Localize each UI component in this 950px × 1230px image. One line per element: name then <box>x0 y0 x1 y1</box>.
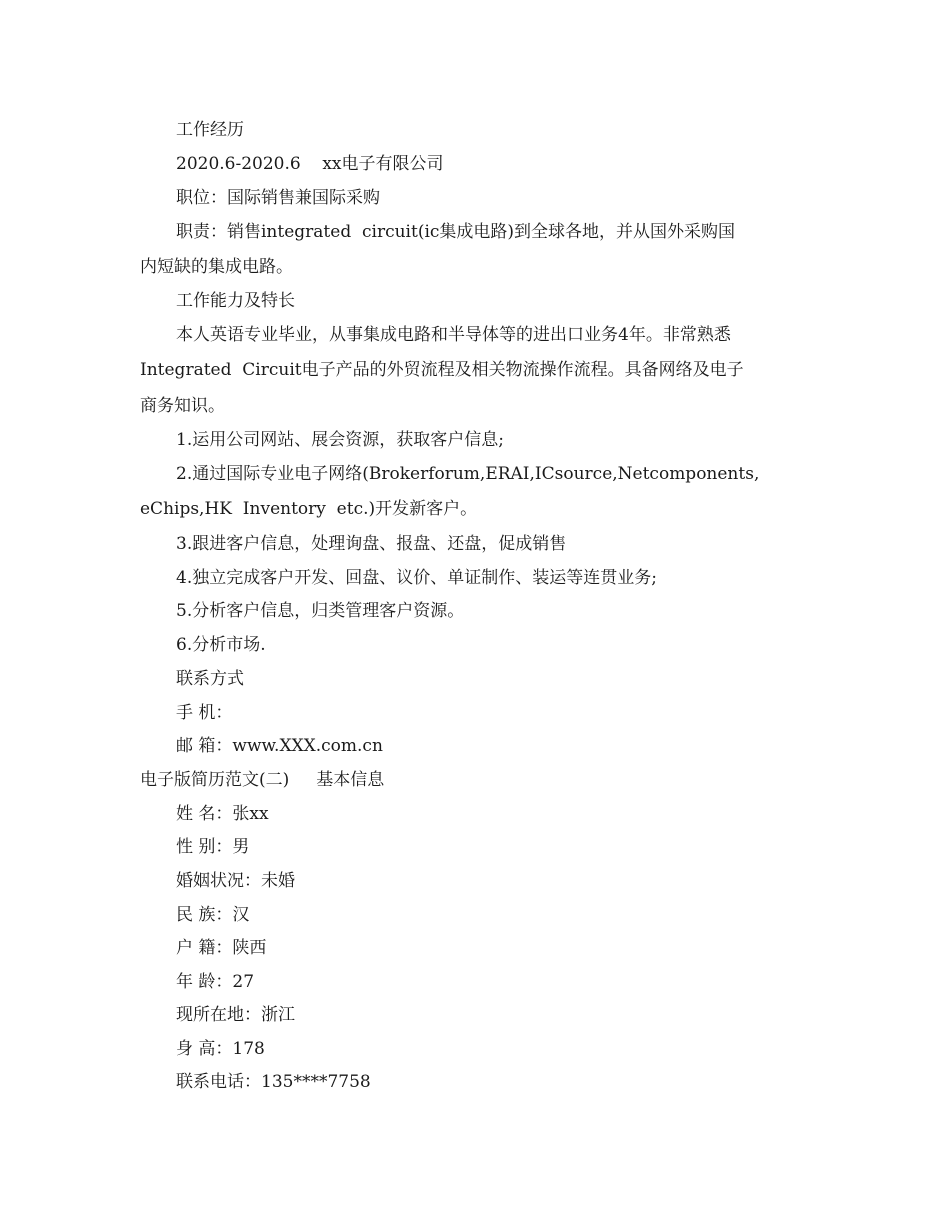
ability-heading: 工作能力及特长 <box>176 291 295 311</box>
list-item-4: 4.独立完成客户开发、回盘、议价、单证制作、装运等连贯业务; <box>176 568 657 588</box>
work-experience-heading: 工作经历 <box>176 120 244 140</box>
duty-line-1: 职责：销售integrated circuit(ic集成电路)到全球各地，并从国外采购国 <box>176 222 736 242</box>
height-line: 身 高：178 <box>176 1039 265 1059</box>
tel-line: 联系电话：135****7758 <box>176 1072 371 1092</box>
ethnicity-line: 民 族：汉 <box>176 905 250 925</box>
phone-line: 手 机： <box>176 703 233 723</box>
gender-line: 性 别：男 <box>176 837 250 857</box>
list-item-1: 1.运用公司网站、展会资源，获取客户信息; <box>176 430 504 450</box>
list-item-2-line-1: 2.通过国际专业电子网络(Brokerforum,ERAI,ICsource,Netcomponents, <box>176 464 760 484</box>
list-item-2-line-2: eChips,HK Inventory etc.)开发新客户。 <box>140 499 478 519</box>
list-item-3: 3.跟进客户信息，处理询盘、报盘、还盘，促成销售 <box>176 534 567 554</box>
email-line: 邮 箱：www.XXX.com.cn <box>176 736 383 756</box>
age-line: 年 龄：27 <box>176 972 255 992</box>
intro-line-3: 商务知识。 <box>140 396 225 416</box>
position-line: 职位：国际销售兼国际采购 <box>176 188 380 208</box>
marital-line: 婚姻状况：未婚 <box>176 871 295 891</box>
contact-heading: 联系方式 <box>176 669 244 689</box>
period-company: 2020.6-2020.6 xx电子有限公司 <box>176 154 444 174</box>
intro-line-1: 本人英语专业毕业，从事集成电路和半导体等的进出口业务4年。非常熟悉 <box>176 325 731 345</box>
sample-2-title: 电子版简历范文(二) 基本信息 <box>140 770 385 790</box>
hukou-line: 户 籍：陕西 <box>176 938 267 958</box>
list-item-5: 5.分析客户信息，归类管理客户资源。 <box>176 601 465 621</box>
list-item-6: 6.分析市场. <box>176 635 266 655</box>
duty-line-2: 内短缺的集成电路。 <box>140 257 293 277</box>
location-line: 现所在地：浙江 <box>176 1005 295 1025</box>
name-line: 姓 名：张xx <box>176 804 269 824</box>
intro-line-2: Integrated Circuit电子产品的外贸流程及相关物流操作流程。具备网络及电子 <box>140 360 744 380</box>
